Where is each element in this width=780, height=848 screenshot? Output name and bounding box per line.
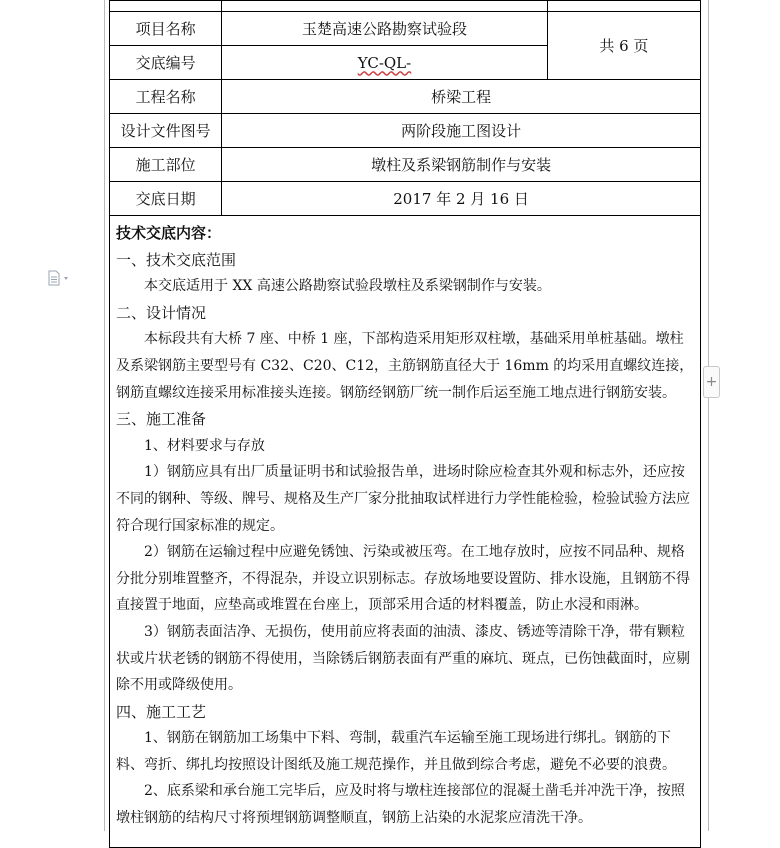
plus-icon: + [705, 374, 718, 390]
section-1-title: 一、技术交底范围 [116, 250, 237, 269]
section-1-paragraph: 本交底适用于 XX 高速公路勘察试验段墩柱及系梁钢制作与安装。 [144, 278, 551, 295]
section-2-paragraph: 本标段共有大桥 7 座、中桥 1 座，下部构造采用矩形双柱墩，基础采用单桩基础。墩柱及系梁钢筋主要型号有 C32、C20、C12，主筋钢筋直径大于 16mm 的均采用直螺纹连接，钢筋直螺纹连接采用标准接头连接。钢筋经钢筋厂统一制作后运至施工地点进行钢筋安装。 [116, 331, 694, 401]
project-value: 玉楚高速公路勘察试验段 [222, 12, 548, 46]
drawing-label: 设计文件图号 [110, 114, 222, 148]
page-count: 共 6 页 [547, 12, 700, 80]
top-strip-row [110, 1, 701, 12]
section-3-item-1: 1）钢筋应具有出厂质量证明书和试验报告单，进场时除应检查其外观和标志外，还应按不同的钢种、等级、牌号、规格及生产厂家分批抽取试样进行力学性能检验，检验试验方法应符合现行国家标准的规定。 [116, 464, 690, 534]
engineering-label: 工程名称 [110, 80, 222, 114]
section-4-item-2: 2、底系梁和承台施工完毕后，应及时将与墩柱连接部位的混凝土凿毛并冲洗干净，按照墩柱钢筋的结构尺寸将预埋钢筋调整顺直，钢筋上沾染的水泥浆应清洗干净。 [116, 783, 685, 827]
engineering-value: 桥梁工程 [222, 80, 701, 114]
date-value: 2017 年 2 月 16 日 [222, 182, 701, 216]
section-4-item-1: 1、钢筋在钢筋加工场集中下料、弯制，载重汽车运输至施工现场进行绑扎。钢筋的下料、弯折、绑扎均按照设计图纸及施工规范操作，并且做到综合考虑，避免不必要的浪费。 [116, 730, 676, 773]
drawing-value: 两阶段施工图设计 [222, 114, 701, 148]
date-row [110, 182, 701, 216]
content-lead: 技术交底内容： [116, 224, 222, 242]
date-label: 交底日期 [110, 182, 222, 216]
engineering-row [110, 80, 701, 114]
section-3-item-2: 2）钢筋在运输过程中应避免锈蚀、污染或被压弯。在工地存放时，应按不同品种、规格分批分别堆置整齐，不得混杂，并设立识别标志。存放场地要设置防、排水设施，且钢筋不得直接置于地面，应垫高或堆置在台座上，顶部采用合适的材料覆盖，防止水浸和雨淋。 [116, 544, 690, 614]
content-cell [110, 216, 701, 848]
section-3-subtitle: 1、材料要求与存放 [144, 437, 265, 454]
content-row [110, 216, 701, 848]
section-2-title: 二、设计情况 [116, 303, 207, 322]
section-3-item-3: 3）钢筋表面洁净、无损伤，使用前应将表面的油渍、漆皮、锈迹等清除干净，带有颗粒状或片状老锈的钢筋不得使用，当除锈后钢筋表面有严重的麻坑、斑点，已伤蚀截面时，应剔除不用或降级使用。 [116, 623, 690, 694]
handover-table [109, 0, 701, 848]
project-label: 项目名称 [110, 12, 222, 46]
code-value[interactable]: YC-QL- [357, 53, 412, 72]
project-row [110, 12, 701, 46]
location-row [110, 148, 701, 182]
drawing-row [110, 114, 701, 148]
section-4-title: 四、施工工艺 [116, 702, 207, 721]
location-value: 墩柱及系梁钢筋制作与安装 [222, 148, 701, 182]
code-label: 交底编号 [110, 46, 222, 80]
section-3-title: 三、施工准备 [116, 410, 207, 429]
location-label: 施工部位 [110, 148, 222, 182]
document-icon[interactable] [47, 270, 71, 286]
add-row-handle[interactable] [703, 366, 720, 398]
